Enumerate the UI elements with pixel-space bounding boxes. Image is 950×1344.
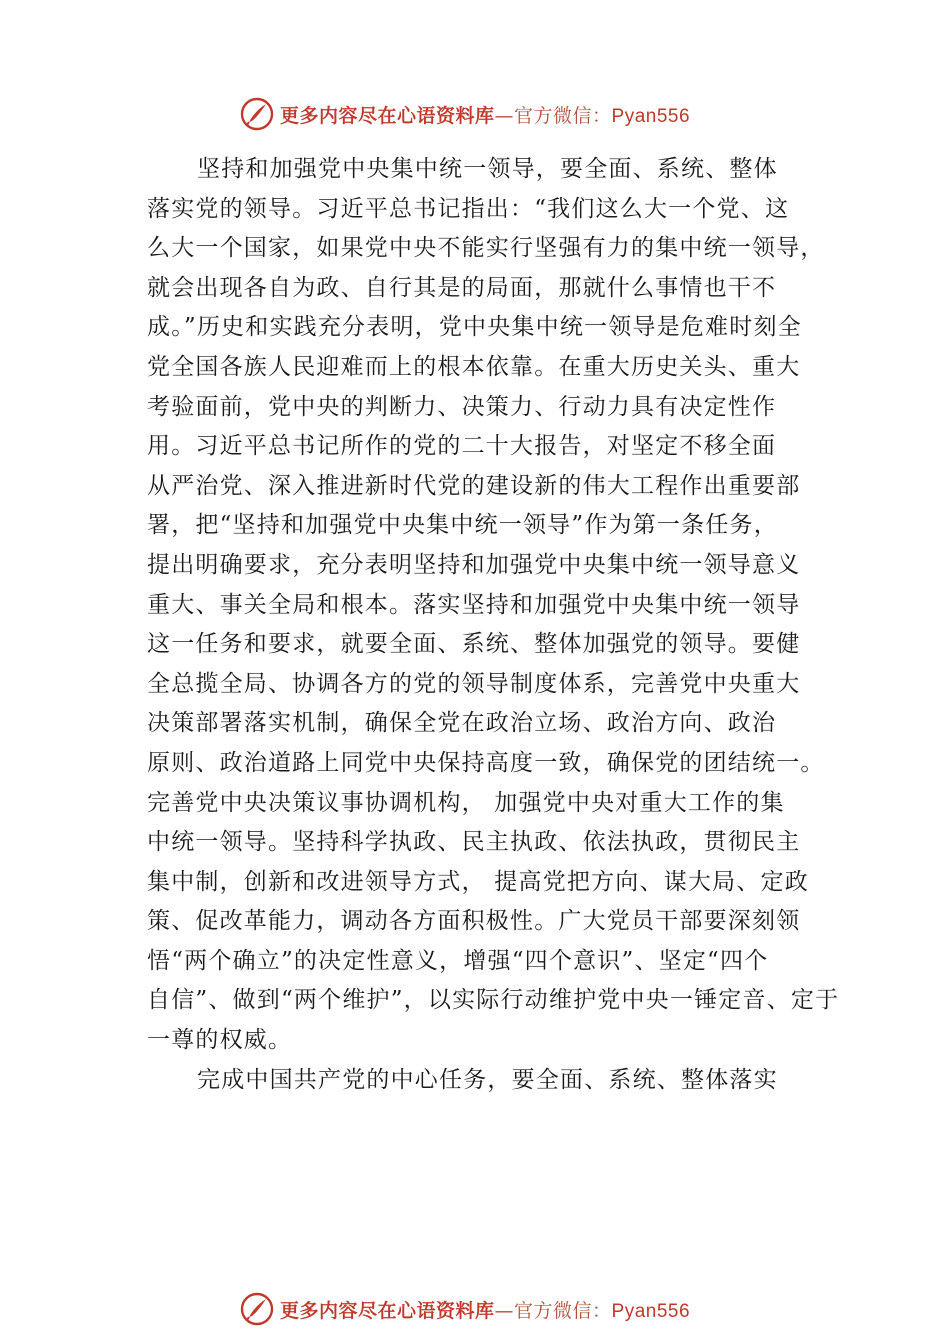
- banner-account: Pyan556: [611, 1300, 691, 1322]
- document-body: [147, 150, 840, 1100]
- quill-logo-icon: [240, 1292, 274, 1326]
- text-line: 悟“两个确立”的决定性意义，增强“四个意识”、坚定“四个: [147, 947, 769, 974]
- text-line: 决策部署落实机制，确保全党在政治立场、政治方向、政治: [147, 710, 777, 737]
- banner-dash: —: [494, 104, 515, 127]
- text-line: 提出明确要求，充分表明坚持和加强党中央集中统一领导意义: [147, 551, 801, 578]
- text-line: 署，把“坚持和加强党中央集中统一领导”作为第一条任务，: [147, 512, 778, 539]
- text-line: 党全国各族人民迎难而上的根本依靠。在重大历史关头、重大: [147, 353, 801, 380]
- text-line: 成。”历史和实践充分表明，党中央集中统一领导是危难时刻全: [147, 314, 802, 341]
- text-line: 完成中国共产党的中心任务，要全面、系统、整体落实: [197, 1066, 778, 1093]
- banner-brand: 更多内容尽在心语资料库: [280, 1299, 495, 1322]
- text-line: 就会出现各自为政、自行其是的局面，那就什么事情也干不: [147, 274, 777, 301]
- banner-brand: 更多内容尽在心语资料库: [280, 104, 495, 127]
- text-line: 一尊的权威。: [147, 1027, 293, 1054]
- banner-text: [280, 1296, 690, 1323]
- text-line: 坚持和加强党中央集中统一领导，要全面、系统、整体: [197, 156, 778, 182]
- text-line: 这一任务和要求，就要全面、系统、整体加强党的领导。要健: [147, 631, 801, 658]
- text-line: 用。习近平总书记所作的党的二十大报告，对坚定不移全面: [147, 433, 777, 460]
- footer-banner: [240, 1291, 690, 1327]
- banner-label: 官方微信：: [514, 104, 612, 127]
- text-line: 自信”、做到“两个维护”，以实际行动维护党中央一锤定音、定于: [147, 987, 840, 1014]
- text-line: 从严治党、深入推进新时代党的建设新的伟大工程作出重要部: [147, 472, 801, 499]
- text-line: 落实党的领导。习近平总书记指出：“我们这么大一个党、这: [147, 195, 790, 222]
- text-line: 策、促改革能力，调动各方面积极性。广大党员干部要深刻领: [147, 908, 801, 935]
- text-line: 完善党中央决策议事协调机构， 加强党中央对重大工作的集: [147, 789, 785, 816]
- quill-logo-icon: [240, 97, 274, 131]
- text-line: 全总揽全局、协调各方的党的领导制度体系，完善党中央重大: [147, 670, 801, 697]
- header-banner: [240, 96, 690, 132]
- banner-label: 官方微信：: [514, 1299, 612, 1322]
- text-line: 考验面前，党中央的判断力、决策力、行动力具有决定性作: [147, 393, 777, 420]
- text-line: 么大一个国家，如果党中央不能实行坚强有力的集中统一领导，: [147, 235, 825, 262]
- text-line: 中统一领导。坚持科学执政、民主执政、依法执政，贯彻民主: [147, 829, 801, 856]
- banner-text: [280, 101, 690, 128]
- text-line: 集中制，创新和改进领导方式， 提高党把方向、谋大局、定政: [147, 868, 809, 895]
- text-line: 重大、事关全局和根本。落实坚持和加强党中央集中统一领导: [147, 591, 801, 618]
- banner-dash: —: [494, 1299, 515, 1322]
- banner-account: Pyan556: [611, 105, 691, 127]
- text-line: 原则、政治道路上同党中央保持高度一致，确保党的团结统一。: [147, 749, 825, 776]
